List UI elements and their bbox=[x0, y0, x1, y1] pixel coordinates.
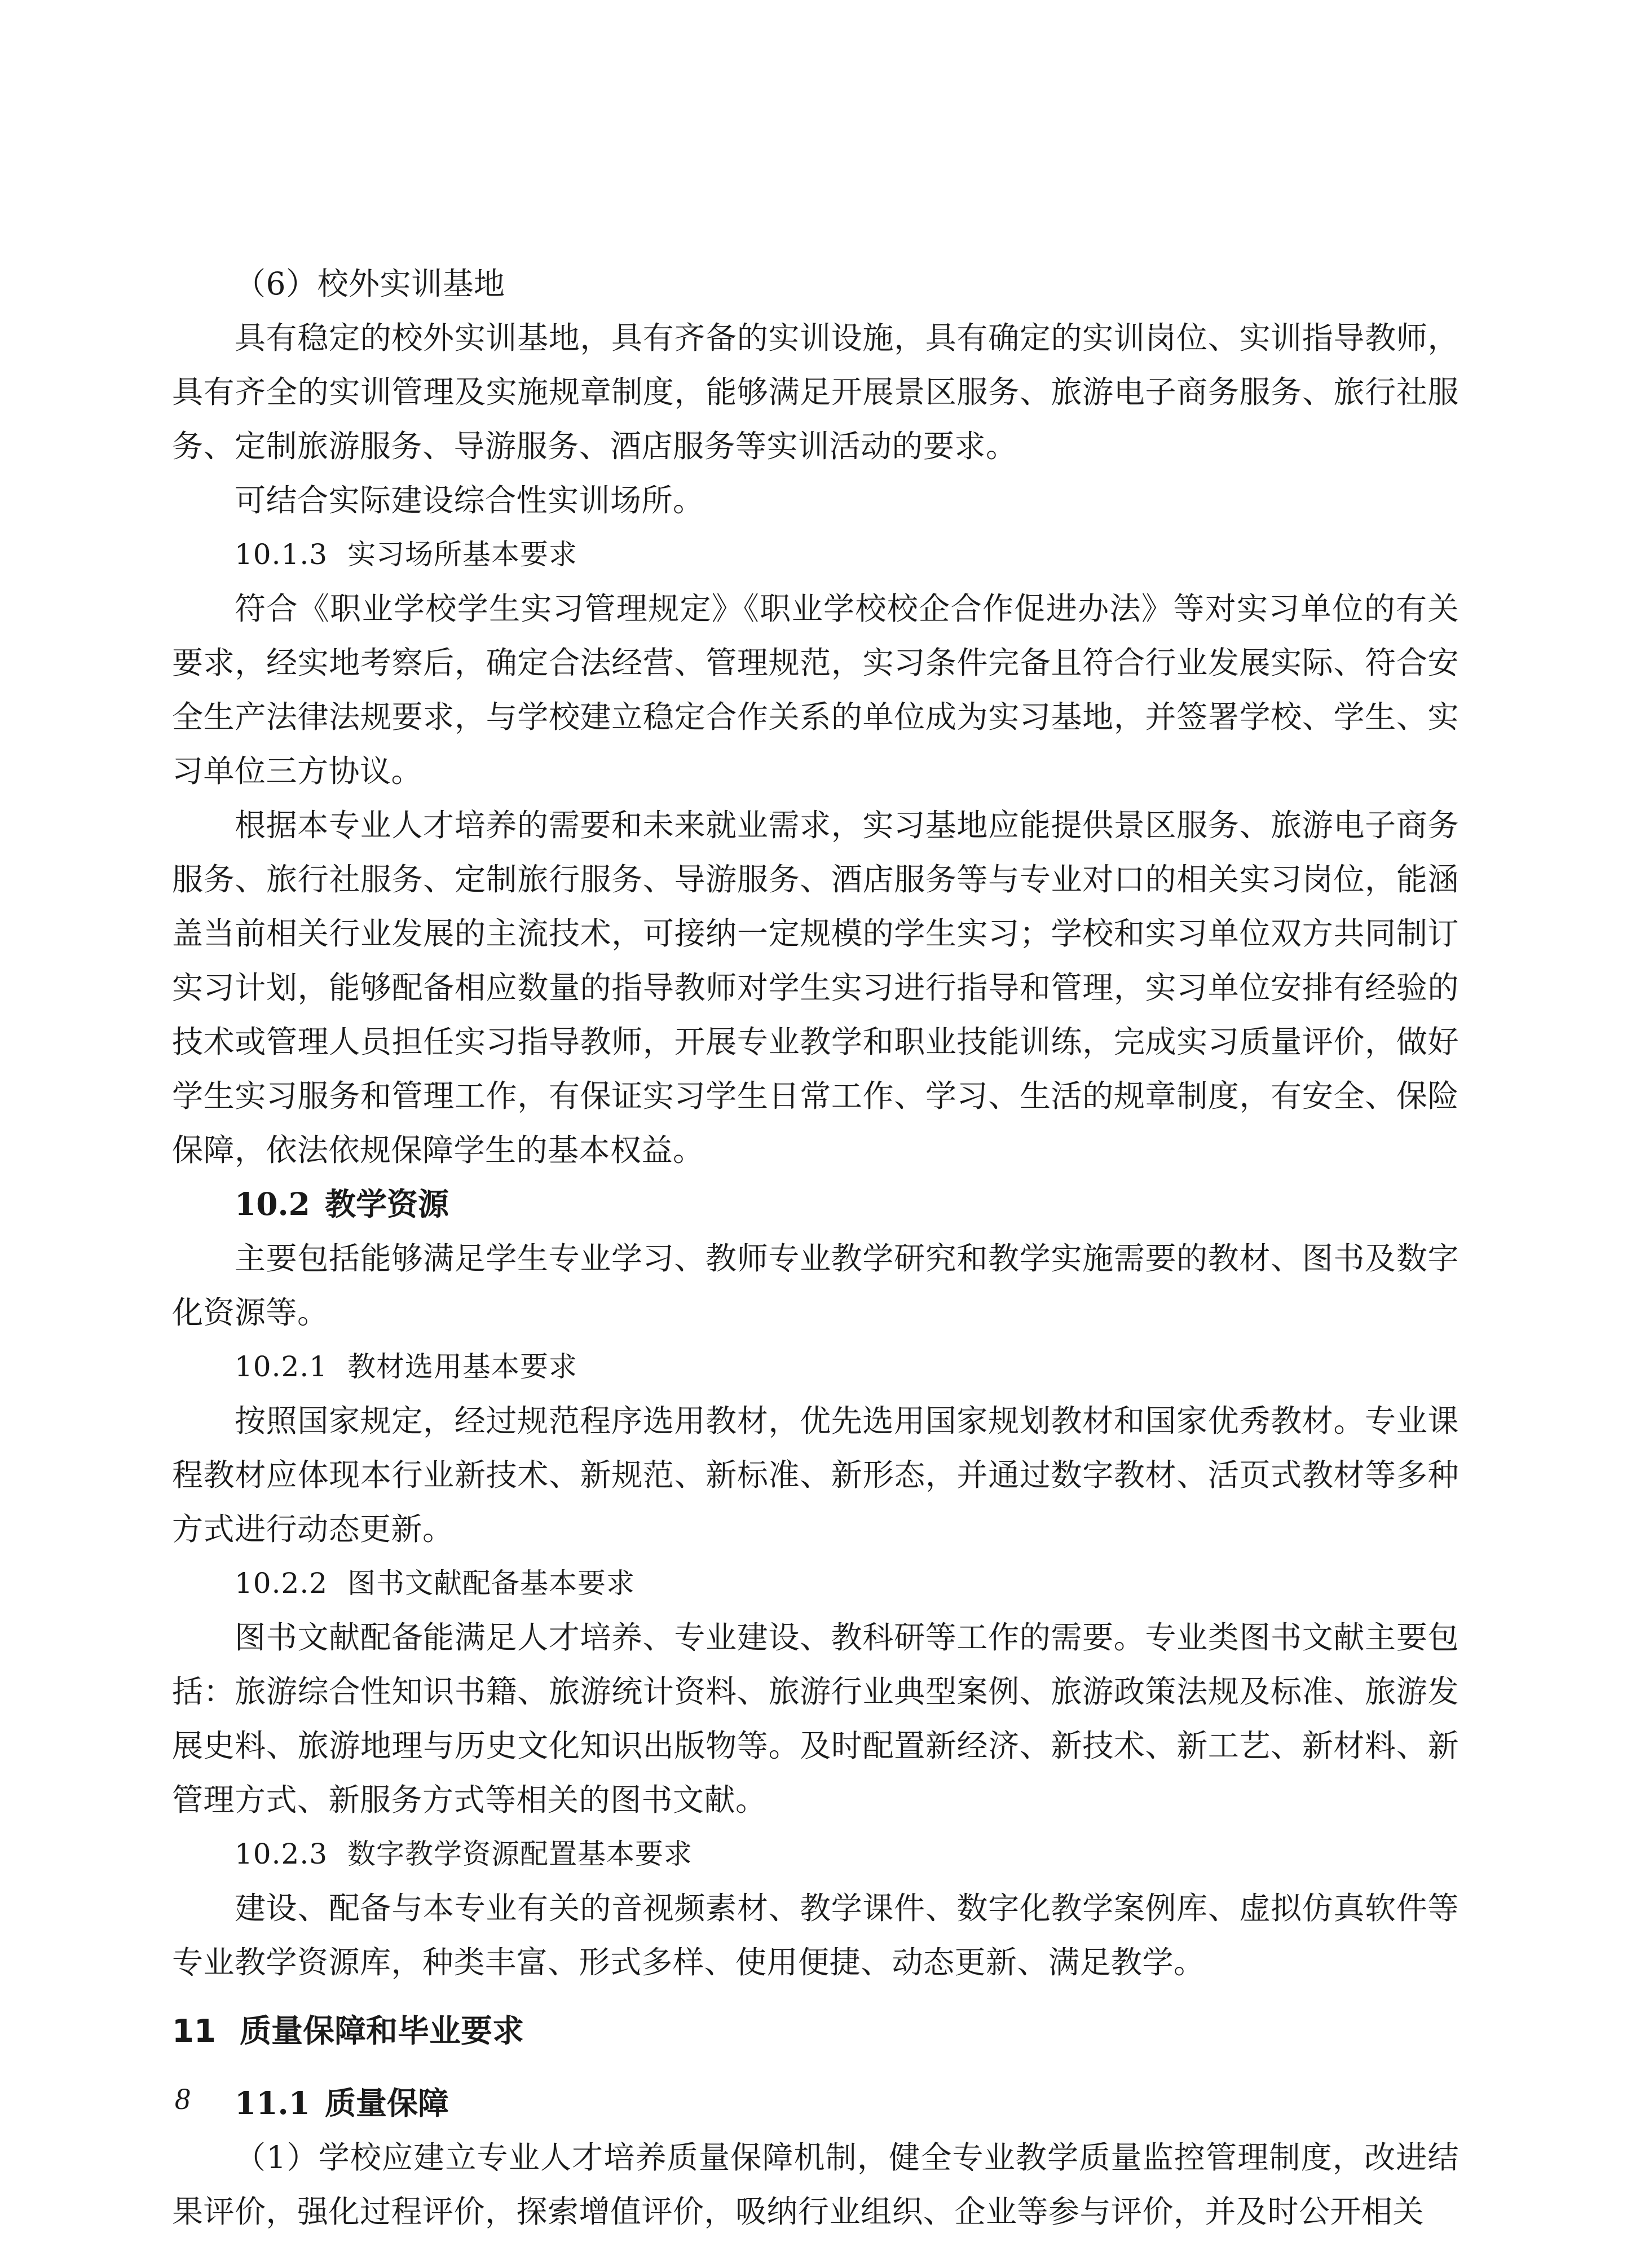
paragraph-textbooks: 按照国家规定，经过规范程序选用教材，优先选用国家规划教材和国家优秀教材。专业课程教材应体现本行业新技术、新规范、新标准、新形态，并通过数字教材、活页式教材等多种方式进行动态更新。 bbox=[172, 1403, 1459, 1547]
section-heading-10-1-3 bbox=[172, 527, 1459, 582]
chapter-heading-11 bbox=[172, 2001, 1459, 2063]
section-number: 10.2 bbox=[235, 1186, 310, 1222]
paragraph-teaching-resources: 主要包括能够满足学生专业学习、教师专业教学研究和教学实施需要的教材、图书及数字化资源等。 bbox=[172, 1240, 1459, 1331]
section-heading-10-2-3 bbox=[172, 1827, 1459, 1881]
document-page bbox=[172, 257, 1459, 2239]
section-title: 教学资源 bbox=[325, 1186, 449, 1222]
paragraph-digital-resources: 建设、配备与本专业有关的音视频素材、教学课件、数字化教学案例库、虚拟仿真软件等专业教学资源库，种类丰富、形式多样、使用便捷、动态更新、满足教学。 bbox=[172, 1890, 1459, 1980]
paragraph-quality-mechanism: （1）学校应建立专业人才培养质量保障机制，健全专业教学质量监控管理制度，改进结果评价，强化过程评价，探索增值评价，吸纳行业组织、企业等参与评价，并及时公开相关 bbox=[172, 2139, 1459, 2230]
paragraph-comprehensive-site: 可结合实际建设综合性实训场所。 bbox=[235, 482, 704, 518]
section-heading-10-2 bbox=[172, 1177, 1459, 1231]
paragraph-off-campus-base: 具有稳定的校外实训基地，具有齐备的实训设施，具有确定的实训岗位、实训指导教师，具有齐全的实训管理及实施规章制度，能够满足开展景区服务、旅游电子商务服务、旅行社服务、定制旅游服务、导游服务、酒店服务等实训活动的要求。 bbox=[172, 320, 1459, 464]
paragraph-library: 图书文献配备能满足人才培养、专业建设、教科研等工作的需要。专业类图书文献主要包括：旅游综合性知识书籍、旅游统计资料、旅游行业典型案例、旅游政策法规及标准、旅游发展史料、旅游地理与历史文化知识出版物等。及时配置新经济、新技术、新工艺、新材料、新管理方式、新服务方式等相关的图书文献。 bbox=[172, 1619, 1459, 1818]
section-number: 10.1.3 bbox=[235, 538, 328, 571]
section-title: 数字教学资源配置基本要求 bbox=[347, 1838, 693, 1870]
section-heading-10-2-2 bbox=[172, 1556, 1459, 1610]
item-heading-off-campus-base: （6）校外实训基地 bbox=[235, 266, 505, 302]
section-number: 10.2.1 bbox=[235, 1350, 328, 1383]
section-heading-10-2-1 bbox=[172, 1340, 1459, 1394]
section-title: 实习场所基本要求 bbox=[347, 538, 577, 571]
page-number: 8 bbox=[175, 2082, 190, 2116]
section-title: 质量保障 bbox=[325, 2085, 449, 2121]
section-number: 11.1 bbox=[235, 2085, 310, 2121]
chapter-number: 11 bbox=[172, 2013, 216, 2050]
section-title: 图书文献配备基本要求 bbox=[347, 1567, 635, 1600]
paragraph-internship-requirements: 符合《职业学校学生实习管理规定》《职业学校校企合作促进办法》等对实习单位的有关要求，经实地考察后，确定合法经营、管理规范，实习条件完备且符合行业发展实际、符合安全生产法律法规要求，与学校建立稳定合作关系的单位成为实习基地，并签署学校、学生、实习单位三方协议。 bbox=[172, 591, 1459, 789]
section-heading-11-1 bbox=[172, 2076, 1459, 2130]
section-title: 教材选用基本要求 bbox=[347, 1350, 577, 1383]
paragraph-internship-base: 根据本专业人才培养的需要和未来就业需求，实习基地应能提供景区服务、旅游电子商务服务、旅行社服务、定制旅行服务、导游服务、酒店服务等与专业对口的相关实习岗位，能涵盖当前相关行业发展的主流技术，可接纳一定规模的学生实习；学校和实习单位双方共同制订实习计划，能够配备相应数量的指导教师对学生实习进行指导和管理，实习单位安排有经验的技术或管理人员担任实习指导教师，开展专业教学和职业技能训练，完成实习质量评价，做好学生实习服务和管理工作，有保证实习学生日常工作、学习、生活的规章制度，有安全、保险保障，依法依规保障学生的基本权益。 bbox=[172, 807, 1459, 1168]
section-number: 10.2.3 bbox=[235, 1838, 328, 1870]
chapter-title: 质量保障和毕业要求 bbox=[240, 2013, 524, 2050]
section-number: 10.2.2 bbox=[235, 1567, 328, 1600]
